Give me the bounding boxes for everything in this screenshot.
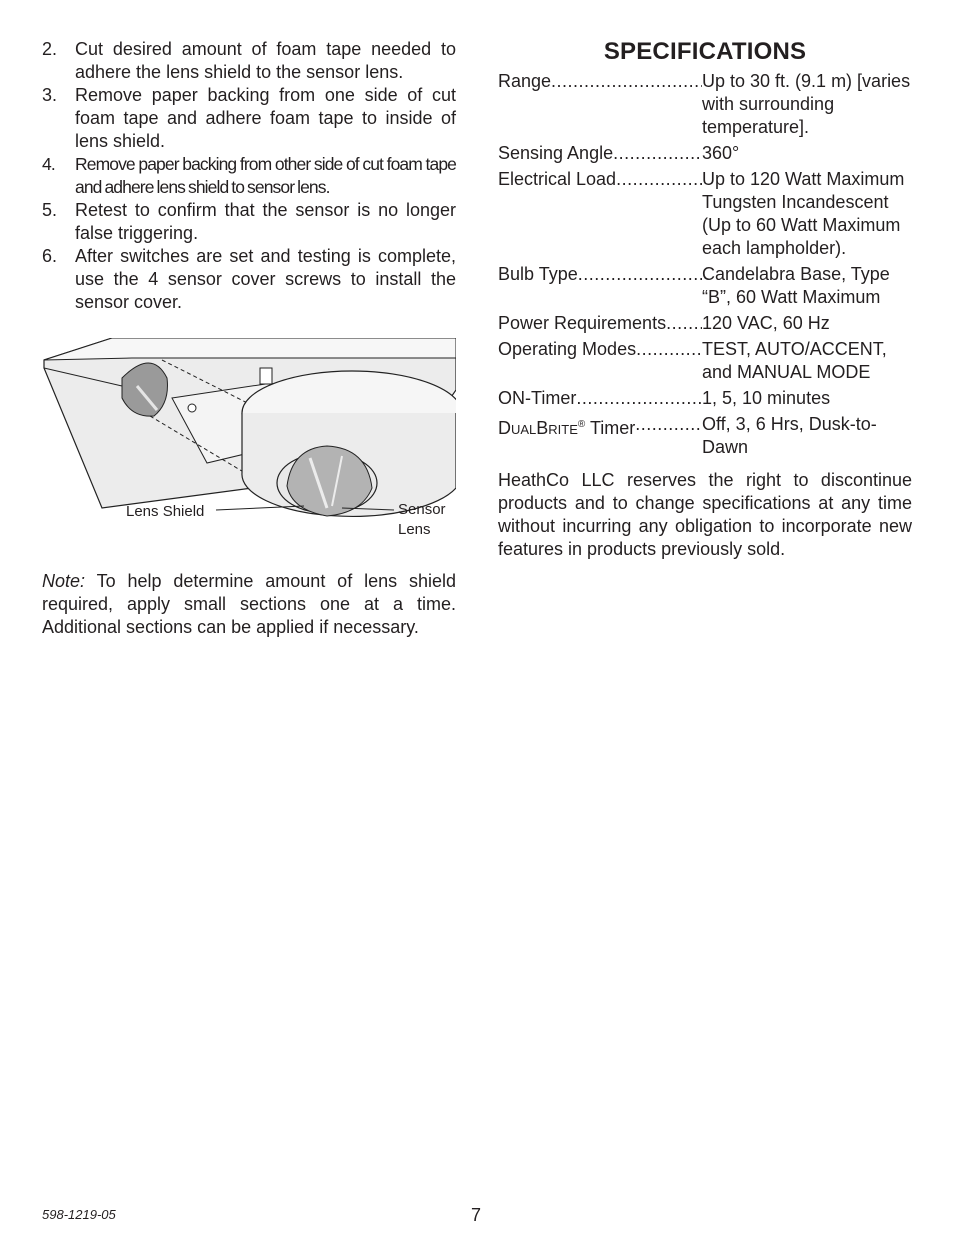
lens-shield-label: Lens Shield — [126, 503, 205, 520]
spec-row-operating-modes — [498, 338, 912, 384]
step-number: 6. — [42, 246, 58, 266]
step-text: After switches are set and testing is complete, use the 4 sensor cover screws to install the sensor cover. — [75, 246, 456, 312]
spec-label-suffix: Timer — [585, 418, 636, 438]
spec-label-text: Power Requirements — [498, 313, 667, 333]
spec-label — [498, 263, 702, 309]
sensor-diagram — [42, 338, 456, 558]
spec-label — [498, 387, 702, 410]
step-item — [42, 199, 456, 245]
step-item — [42, 38, 456, 84]
spec-label-text: ON-Timer — [498, 388, 577, 408]
spec-value: Candelabra Base, Type “B”, 60 Watt Maximum — [702, 264, 890, 307]
spec-label — [498, 168, 702, 260]
spec-row-on-timer — [498, 387, 912, 410]
spec-row-range — [498, 70, 912, 139]
switch-icon — [260, 368, 272, 384]
step-text: Cut desired amount of foam tape needed to adhere the lens shield to the sensor lens. — [75, 39, 456, 82]
spec-label-text: Sensing Angle — [498, 143, 614, 163]
spec-label-text: Operating Modes — [498, 339, 637, 359]
note-label: Note: — [42, 571, 86, 591]
spec-label-text: Range — [498, 71, 552, 91]
spec-label-text: Bulb Type — [498, 264, 578, 284]
spec-row-electrical-load — [498, 168, 912, 260]
fixture-top-edge — [44, 338, 456, 360]
left-column — [42, 38, 456, 657]
spec-row-dualbrite-timer — [498, 413, 912, 459]
step-text: Remove paper backing from one side of cut foam tape and adhere foam tape to inside of lens shield. — [75, 85, 456, 151]
instruction-steps — [42, 38, 456, 314]
step-item — [42, 153, 456, 199]
step-item — [42, 245, 456, 314]
step-number: 4. — [42, 154, 55, 174]
spec-label — [498, 312, 702, 335]
note-text: To help determine amount of lens shield required, apply small sections one at a time. Additional sections can be applied if necessary. — [42, 571, 456, 637]
spec-label — [498, 70, 702, 139]
lens-shield-illustration — [42, 338, 456, 558]
spec-row-sensing-angle — [498, 142, 912, 165]
spec-label — [498, 142, 702, 165]
spec-value: Up to 30 ft. (9.1 m) [varies with surrounding temperature]. — [702, 71, 911, 137]
sensor-lens-label-line1: Sensor — [398, 501, 446, 518]
page-number: 7 — [471, 1205, 482, 1225]
sensor-lens-label — [398, 500, 446, 540]
spec-row-bulb-type — [498, 263, 912, 309]
screw-hole-icon — [188, 404, 196, 412]
spec-value: 360° — [702, 143, 740, 163]
spec-value: 120 VAC, 60 Hz — [702, 313, 830, 333]
spec-value: Up to 120 Watt Maximum Tungsten Incandescent (Up to 60 Watt Maximum each lampholder). — [702, 169, 905, 258]
spec-value: 1, 5, 10 minutes — [702, 388, 831, 408]
spec-row-power-requirements — [498, 312, 912, 335]
step-number: 5. — [42, 200, 58, 220]
step-number: 3. — [42, 85, 58, 105]
specifications-title: SPECIFICATIONS — [603, 38, 807, 65]
step-text: Remove paper backing from other side of cut foam tape and adhere lens shield to sensor lens. — [75, 154, 456, 197]
document-code: 598-1219-05 — [42, 1207, 116, 1222]
spec-label — [498, 338, 702, 384]
step-number: 2. — [42, 39, 58, 59]
sensor-lens-label-line2: Lens — [398, 521, 431, 538]
disclaimer-paragraph: HeathCo LLC reserves the right to discontinue products and to change specifications at any time without incurring any obligation to incorporate new features in products previously sold. — [498, 470, 912, 559]
spec-label — [498, 413, 702, 459]
brand-name: DualBrite — [498, 418, 578, 438]
spec-value: TEST, AUTO/ACCENT, and MANUAL MODE — [702, 339, 887, 382]
right-column — [498, 38, 912, 579]
spec-label-text: Electrical Load — [498, 169, 617, 189]
step-item — [42, 84, 456, 153]
step-text: Retest to confirm that the sensor is no longer false triggering. — [75, 200, 456, 243]
spec-label-text — [498, 413, 635, 459]
spec-value: Off, 3, 6 Hrs, Dusk-to-Dawn — [702, 414, 877, 457]
registered-mark: ® — [577, 419, 586, 430]
note-paragraph — [42, 570, 456, 639]
